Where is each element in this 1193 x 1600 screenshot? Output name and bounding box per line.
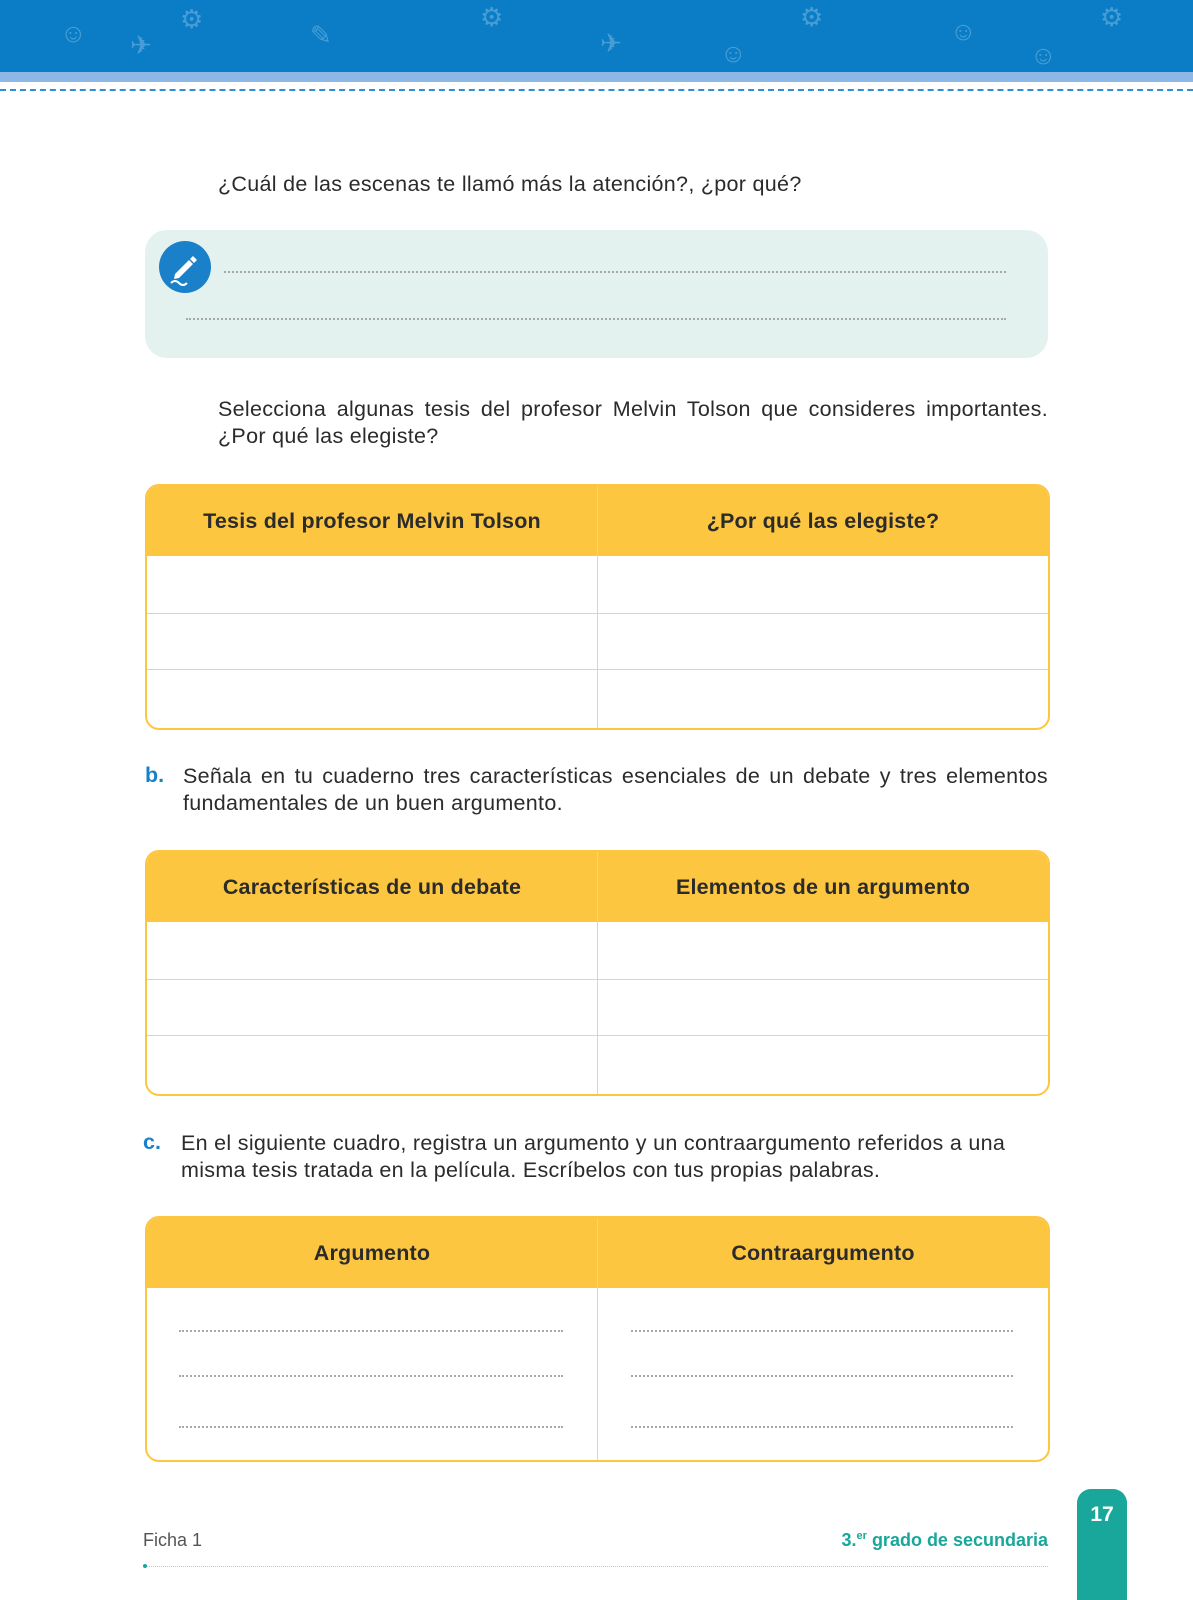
counterargument-line[interactable] <box>631 1375 1013 1377</box>
footer-ficha: Ficha 1 <box>143 1530 203 1550</box>
rocket-icon: ✈ <box>600 28 622 58</box>
person-icon: ☺ <box>60 18 87 48</box>
table-header-why: ¿Por qué las elegiste? <box>706 508 940 533</box>
column-divider <box>597 1218 598 1460</box>
footer-divider <box>143 1566 1048 1567</box>
row-divider <box>147 1035 1048 1036</box>
column-divider <box>597 486 598 728</box>
pencil-icon <box>159 241 211 293</box>
row-divider <box>147 979 1048 980</box>
page-number-tab <box>1077 1489 1127 1600</box>
table-header-counterargument: Contraargumento <box>731 1240 915 1265</box>
smiley-icon: ☺ <box>1030 40 1057 70</box>
argument-line[interactable] <box>179 1426 563 1428</box>
smiley-icon: ☺ <box>720 38 747 68</box>
item-letter-c: c. <box>143 1130 161 1154</box>
column-divider <box>597 852 598 1094</box>
footer-dot <box>143 1564 147 1568</box>
question-favorite-scene: ¿Cuál de las escenas te llamó más la atención?, ¿por qué? <box>218 172 802 196</box>
table-header-argument: Argumento <box>313 1240 431 1265</box>
debate-table <box>145 850 1050 1096</box>
footer-grade <box>780 1530 1048 1551</box>
item-letter-b: b. <box>145 763 165 787</box>
person-icon: ☺ <box>950 16 977 46</box>
gear-icon: ⚙ <box>180 4 204 34</box>
table-header-debate: Características de un debate <box>222 874 522 899</box>
gear-icon: ⚙ <box>480 2 504 32</box>
argument-line[interactable] <box>179 1375 563 1377</box>
argument-table <box>145 1216 1050 1462</box>
row-divider <box>147 613 1048 614</box>
counterargument-line[interactable] <box>631 1426 1013 1428</box>
theses-table <box>145 484 1050 730</box>
grade-number: 3. <box>841 1530 857 1550</box>
answer-line[interactable] <box>186 318 1006 320</box>
question-select-theses: Selecciona algunas tesis del profesor Melvin Tolson que consideres importantes. ¿Por qué las elegiste? <box>218 397 1048 448</box>
answer-box[interactable] <box>145 230 1048 358</box>
header-banner <box>0 0 1193 72</box>
instruction-b: Señala en tu cuaderno tres características esenciales de un debate y tres elementos fundamentales de un buen argumento. <box>183 764 1048 815</box>
argument-line[interactable] <box>179 1330 563 1332</box>
row-divider <box>147 669 1048 670</box>
header-divider <box>0 89 1193 91</box>
gear-icon: ⚙ <box>1100 2 1124 32</box>
grade-superscript: er <box>856 1530 867 1542</box>
answer-line[interactable] <box>224 271 1006 273</box>
header-stripe <box>0 72 1193 82</box>
instruction-c: En el siguiente cuadro, registra un argumento y un contraargumento referidos a una misma tesis tratada en la película. Escríbelos con tus propias palabras. <box>181 1131 1006 1182</box>
lightbulb-icon: ✎ <box>310 20 332 50</box>
counterargument-line[interactable] <box>631 1330 1013 1332</box>
table-header-theses: Tesis del profesor Melvin Tolson <box>203 508 541 533</box>
gear-icon: ⚙ <box>800 2 824 32</box>
grade-text: grado de secundaria <box>866 1530 1048 1550</box>
table-header-argument-elements: Elementos de un argumento <box>675 874 971 899</box>
rocket-icon: ✈ <box>130 30 152 60</box>
page-number: 17 <box>1090 1503 1114 1526</box>
